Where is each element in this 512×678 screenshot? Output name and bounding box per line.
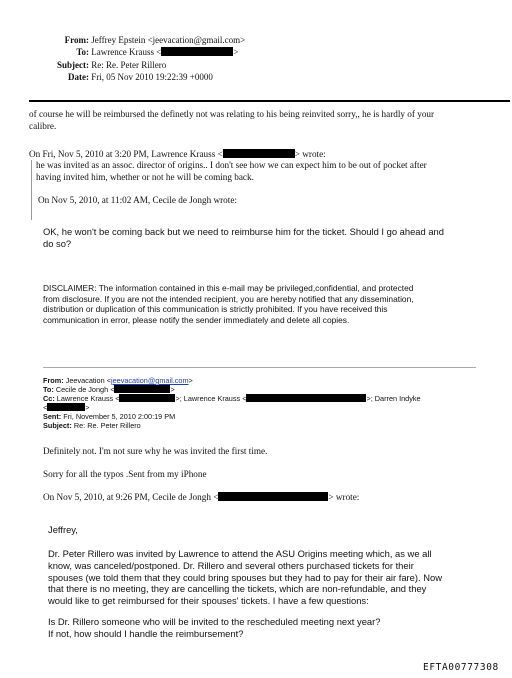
disclaimer-line-3: distribution or duplication of this communication is strictly prohibited. If you have received this: [43, 304, 388, 314]
forward-from-end: >: [188, 376, 193, 385]
header-subject-label: Subject:: [57, 60, 89, 70]
forward-divider: [43, 367, 476, 368]
cecile-q2-question-1: Is Dr. Rillero someone who will be invited to the rescheduled meeting next year?: [48, 616, 381, 627]
quote-bar: [31, 160, 32, 220]
forward-cc-value-3: >; Darren Indyke: [366, 394, 421, 403]
cecile-q1-line-1: OK, he won't be coming back but we need to reimburse him for the ticket. Should I go ahead and: [43, 226, 444, 237]
cecile-q2-intro-end: > wrote:: [328, 492, 360, 502]
cecile-quote1-body: [43, 226, 444, 250]
cecile-q2-line-5: would like to get reimbursed for their spouses' tickets. I have a few questions:: [48, 595, 369, 607]
header-divider: [29, 100, 510, 102]
forward-subject-row: [43, 421, 141, 430]
disclaimer-line-4: communication in error, please notify the sender immediately and delete all copies.: [43, 314, 350, 325]
cecile-quote2-questions: [48, 616, 380, 640]
header-date-row: [40, 72, 213, 83]
disclaimer-line-1: DISCLAIMER: The information contained in this e-mail may be privileged,confidential, and protected: [43, 283, 414, 293]
redaction-box: [218, 492, 328, 501]
iphone-reply-line-2: Sorry for all the typos .Sent from my iPhone: [43, 469, 207, 479]
forward-cc-gt: >: [85, 403, 90, 412]
reply-body: [29, 109, 434, 132]
redaction-box: [119, 394, 175, 402]
redaction-box: [47, 403, 85, 411]
header-from-label: From:: [64, 35, 89, 45]
cecile-q2-line-1: Dr. Peter Rillero was invited by Lawrence to attend the ASU Origins meeting which, as we all: [48, 548, 432, 559]
krauss-quote-body: [36, 160, 427, 183]
cecile-q1-line-2: do so?: [43, 238, 72, 249]
header-date-label: Date:: [68, 72, 89, 82]
bates-number: EFTA00777308: [423, 662, 499, 673]
forward-cc-row: [43, 394, 421, 403]
header-to-value: Lawrence Krauss <: [91, 47, 162, 57]
cecile-q2-line-3: spouses (we told them that they could bring spouses but they had to pay for their air fare). Now: [48, 571, 442, 583]
header-to-value-end: >: [233, 47, 239, 57]
cecile-quote2-paragraph: [48, 548, 442, 607]
krauss-line-1: he was invited as an assoc. director of origins.. I don't see how we can expect him to be out of pocket after: [36, 160, 427, 170]
cecile-quote2-intro: [43, 492, 359, 503]
forward-to-row: [43, 385, 175, 394]
forward-to-label: To:: [43, 385, 54, 394]
header-to-row: [40, 47, 238, 58]
forward-to-end: >: [170, 385, 175, 394]
forward-from-email-link[interactable]: jeevacation@gmail.com: [110, 376, 189, 385]
redaction-box: [223, 149, 295, 158]
forward-cc-lt: <: [43, 403, 48, 412]
cecile-quote1-intro: On Nov 5, 2010, at 11:02 AM, Cecile de Jongh wrote:: [38, 195, 237, 205]
cecile-q2-intro-text: On Nov 5, 2010, at 9:26 PM, Cecile de Jongh <: [43, 492, 219, 502]
cecile-q2-line-2: know, was canceled/postponed. Dr. Rillero and several others purchased tickets for their: [48, 559, 414, 571]
forward-cc-row-2: [43, 403, 90, 412]
reply-line-1: of course he will be reimbursed the definetly not was relating to his being reinvited sorry,, he is hardly of your: [29, 109, 435, 119]
redaction-box: [161, 47, 233, 56]
forward-from-row: [43, 376, 193, 385]
header-from-row: [40, 35, 245, 46]
krauss-quote-intro: [29, 149, 326, 161]
redaction-box: [246, 394, 366, 402]
forward-to-value: Cecile de Jongh <: [53, 385, 115, 394]
forward-from-name: Jeevacation <: [63, 376, 111, 385]
cecile-q2-line-4: that there is no meeting, they are cancelling the tickets, which are non-refundable, and they: [48, 583, 427, 595]
cecile-q2-question-2: If not, how should I handle the reimbursement?: [48, 627, 244, 639]
forward-cc-label: Cc:: [43, 394, 55, 403]
cecile-quote2-greeting: Jeffrey,: [48, 524, 78, 535]
krauss-intro-end: > wrote:: [294, 149, 326, 159]
header-date-value: Fri, 05 Nov 2010 19:22:39 +0000: [91, 72, 213, 82]
forward-cc-value-2: >; Lawrence Krauss <: [175, 394, 247, 403]
header-from-value: Jeffrey Epstein <jeevacation@gmail.com>: [91, 35, 246, 45]
header-subject-row: [40, 60, 166, 71]
forward-subject-value: Re: Re. Peter Rillero: [71, 421, 141, 430]
reply-line-2: calibre.: [29, 120, 57, 131]
forward-subject-label: Subject:: [43, 421, 72, 430]
iphone-reply-line-1: Definitely not. I'm not sure why he was invited the first time.: [43, 446, 268, 456]
header-to-label: To:: [76, 47, 89, 57]
forward-sent-row: [43, 412, 175, 421]
forward-sent-label: Sent:: [43, 412, 62, 421]
krauss-line-2: having invited him, whether or not he will be coming back.: [36, 171, 254, 182]
forward-sent-value: Fri, November 5, 2010 2:00:19 PM: [61, 412, 176, 421]
header-subject-value: Re: Re. Peter Rillero: [91, 60, 167, 70]
disclaimer-line-2: from disclosure. If you are not the intended recipient, you are hereby notified that any dissemination,: [43, 293, 414, 304]
redaction-box: [114, 385, 170, 393]
krauss-intro-text: On Fri, Nov 5, 2010 at 3:20 PM, Lawrence Krauss <: [29, 149, 223, 159]
forward-cc-value-1: Lawrence Krauss <: [54, 394, 120, 403]
disclaimer: [43, 283, 414, 325]
forward-from-label: From:: [43, 376, 64, 385]
